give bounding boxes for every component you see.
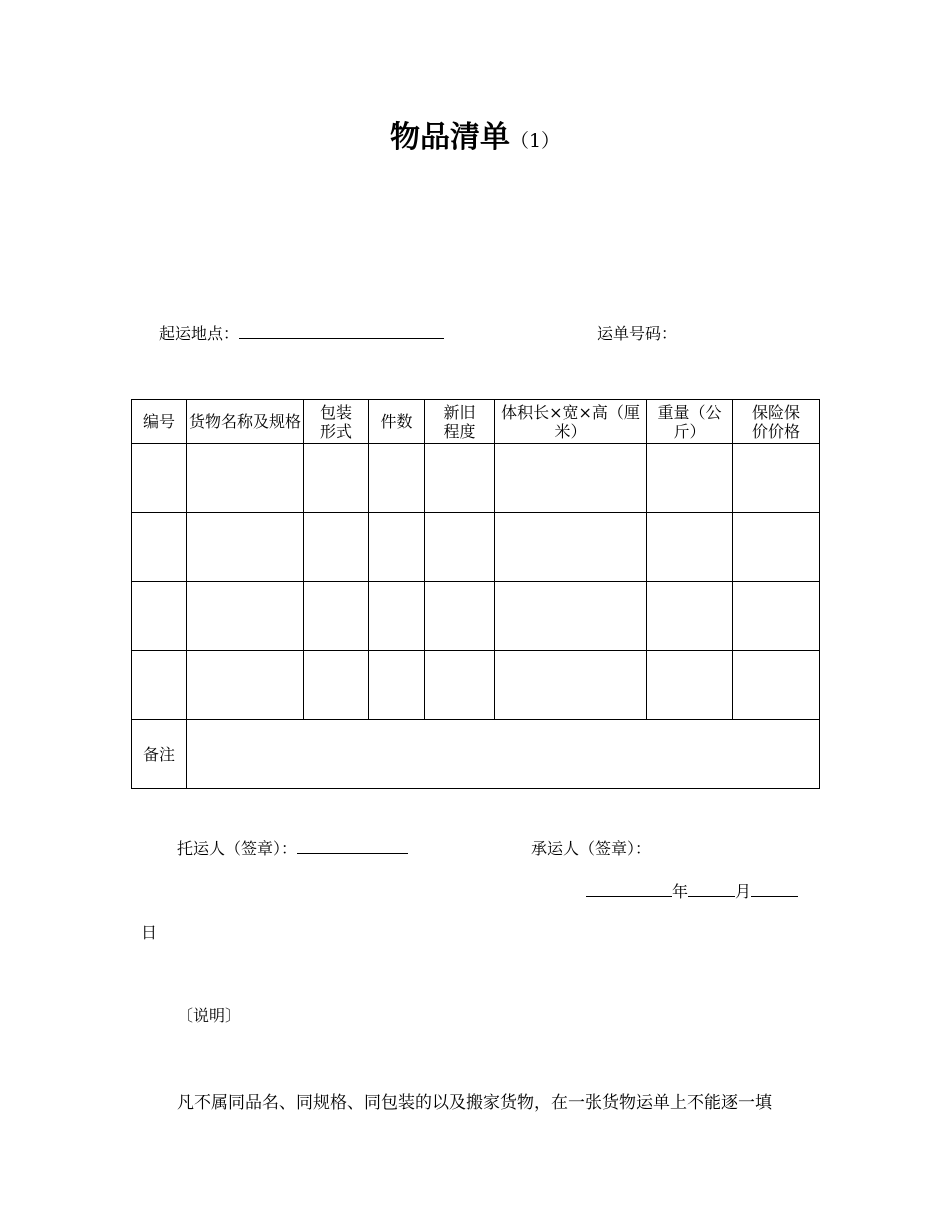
col-header-volume: 体积长×宽×高（厘米） xyxy=(495,400,647,444)
table-row xyxy=(132,513,820,582)
col-header-quantity: 件数 xyxy=(369,400,425,444)
table-cell[interactable] xyxy=(304,582,369,651)
carrier-signature-field xyxy=(531,836,651,859)
day-label: 日 xyxy=(141,923,158,942)
shipper-label: 托运人（签章）： xyxy=(177,839,298,858)
table-cell[interactable] xyxy=(132,582,187,651)
year-label: 年 xyxy=(672,882,689,901)
table-cell[interactable] xyxy=(369,444,425,513)
table-row xyxy=(132,582,820,651)
table-cell[interactable] xyxy=(647,444,733,513)
col-header-number: 编号 xyxy=(132,400,187,444)
table-cell[interactable] xyxy=(304,651,369,720)
waybill-field xyxy=(597,321,677,344)
table-cell[interactable] xyxy=(187,444,304,513)
note-body: 凡不属同品名、同规格、同包装的以及搬家货物，在一张货物运单上不能逐一填 xyxy=(177,1093,772,1113)
title-sub: （1） xyxy=(509,130,561,152)
table-cell[interactable] xyxy=(187,513,304,582)
remark-cell[interactable] xyxy=(187,720,820,789)
table-cell[interactable] xyxy=(425,513,495,582)
day-blank[interactable] xyxy=(751,882,798,897)
table-cell[interactable] xyxy=(187,651,304,720)
table-cell[interactable] xyxy=(495,444,647,513)
table-cell[interactable] xyxy=(132,444,187,513)
table-row xyxy=(132,651,820,720)
table-cell[interactable] xyxy=(495,651,647,720)
month-label: 月 xyxy=(735,882,752,901)
table-cell[interactable] xyxy=(304,444,369,513)
table-cell[interactable] xyxy=(304,513,369,582)
table-cell[interactable] xyxy=(733,444,820,513)
table-cell[interactable] xyxy=(495,582,647,651)
waybill-label: 运单号码： xyxy=(597,324,678,343)
date-field xyxy=(586,879,798,902)
col-header-name: 货物名称及规格 xyxy=(187,400,304,444)
document-title xyxy=(0,112,950,156)
table-cell[interactable] xyxy=(132,651,187,720)
title-main: 物品清单 xyxy=(389,120,510,155)
table-cell[interactable] xyxy=(187,582,304,651)
table-cell[interactable] xyxy=(647,513,733,582)
origin-field xyxy=(159,321,444,344)
table-cell[interactable] xyxy=(495,513,647,582)
table-cell[interactable] xyxy=(369,513,425,582)
remark-label: 备注 xyxy=(132,720,187,789)
year-blank[interactable] xyxy=(586,882,672,897)
month-blank[interactable] xyxy=(688,882,735,897)
table-cell[interactable] xyxy=(733,513,820,582)
col-header-insurance: 保险保价价格 xyxy=(733,400,820,444)
table-cell[interactable] xyxy=(132,513,187,582)
table-cell[interactable] xyxy=(733,582,820,651)
table-cell[interactable] xyxy=(647,651,733,720)
table-cell[interactable] xyxy=(369,651,425,720)
origin-label: 起运地点： xyxy=(159,324,240,343)
origin-blank[interactable] xyxy=(239,324,444,339)
col-header-condition: 新旧程度 xyxy=(425,400,495,444)
table-row xyxy=(132,444,820,513)
shipper-signature-field xyxy=(177,836,408,859)
table-cell[interactable] xyxy=(369,582,425,651)
table-cell[interactable] xyxy=(425,582,495,651)
table-cell[interactable] xyxy=(425,444,495,513)
shipper-signature-blank[interactable] xyxy=(297,839,408,854)
table-cell[interactable] xyxy=(647,582,733,651)
table-cell[interactable] xyxy=(425,651,495,720)
remark-row xyxy=(132,720,820,789)
carrier-label: 承运人（签章）： xyxy=(531,839,652,858)
table-cell[interactable] xyxy=(733,651,820,720)
table-header-row xyxy=(132,400,820,444)
note-heading: 〔说明〕 xyxy=(177,1006,242,1025)
goods-table xyxy=(131,399,820,789)
col-header-weight: 重量（公斤） xyxy=(647,400,733,444)
col-header-package: 包装形式 xyxy=(304,400,369,444)
